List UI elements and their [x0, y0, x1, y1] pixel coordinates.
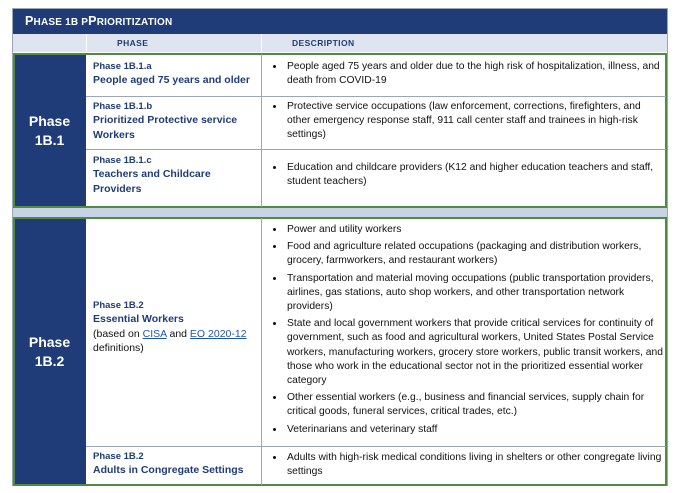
- row-description-1b2-congregate: [271, 451, 665, 482]
- row-description-1b1b: [271, 100, 663, 146]
- list-item: • Other essential workers (e.g., business and financial services, supply chain for critical goods, funeral services, critical trades, etc.): [285, 391, 665, 419]
- row-phase-1b2-essential: Phase 1B.2 Essential Workers (based on CISA and EO 2020-12 definitions): [93, 300, 247, 355]
- row-phase-1b1b: Phase 1B.1.b Prioritized Protective service Workers: [93, 101, 238, 141]
- row-phase-1b2-congregate: Phase 1B.2 Adults in Congregate Settings: [93, 451, 244, 477]
- eo-2020-12-link[interactable]: EO 2020-12: [189, 327, 247, 340]
- column-header-description: DESCRIPTION: [262, 34, 667, 52]
- row-divider: [86, 446, 666, 447]
- list-item: • Transportation and material moving occupations (public transportation providers, airlines, gas stations, auto shop workers, and other transportation network providers): [285, 272, 665, 315]
- row-phase-1b1c: Phase 1B.1.c Teachers and Childcare Providers: [93, 155, 211, 195]
- phase-group-label-1b2: Phase 1B.2: [13, 218, 86, 486]
- list-item: • Food and agriculture related occupations (packaging and distribution workers, grocery, farmworkers, and restaurant workers): [285, 240, 665, 268]
- row-description-1b1a: [271, 60, 663, 91]
- header-spacer: [13, 34, 86, 52]
- column-divider: [261, 218, 262, 485]
- cisa-link[interactable]: CISA: [142, 327, 167, 340]
- row-divider: [86, 149, 666, 150]
- list-item: • Veterinarians and veterinary staff: [285, 423, 665, 437]
- list-item: • People aged 75 years and older due to the high risk of hospitalization, illness, and death from COVID-19: [285, 60, 663, 88]
- list-item: • Education and childcare providers (K12 and higher education teachers and staff, student teachers): [285, 161, 663, 189]
- row-description-1b2-essential: [271, 223, 665, 440]
- prioritization-table: [12, 8, 668, 486]
- table-title: PHASE 1B PPRIORITIZATION: [13, 9, 667, 34]
- phase-group-label-1b1: Phase 1B.1: [13, 54, 86, 207]
- column-divider: [261, 54, 262, 207]
- row-divider: [86, 96, 666, 97]
- list-item: • Protective service occupations (law enforcement, corrections, firefighters, and other emergency response staff, 911 call center staff and trainees in high-risk settings): [285, 100, 663, 143]
- group-separator: [13, 208, 667, 217]
- list-item: • Adults with high-risk medical conditions living in shelters or other congregate living settings: [285, 451, 665, 479]
- row-description-1b1c: [271, 161, 663, 192]
- column-header-phase: PHASE: [87, 34, 261, 52]
- list-item: • Power and utility workers: [285, 223, 665, 237]
- list-item: • State and local government workers that provide critical services for continuity of government, such as food and agricultural workers, United States Postal Service workers, manufacturing workers, grocery store workers, public transit workers, and those who work in the educational sector not in the prioritized essential worker category: [285, 317, 665, 388]
- row-phase-1b1a: Phase 1B.1.a People aged 75 years and older: [93, 61, 250, 87]
